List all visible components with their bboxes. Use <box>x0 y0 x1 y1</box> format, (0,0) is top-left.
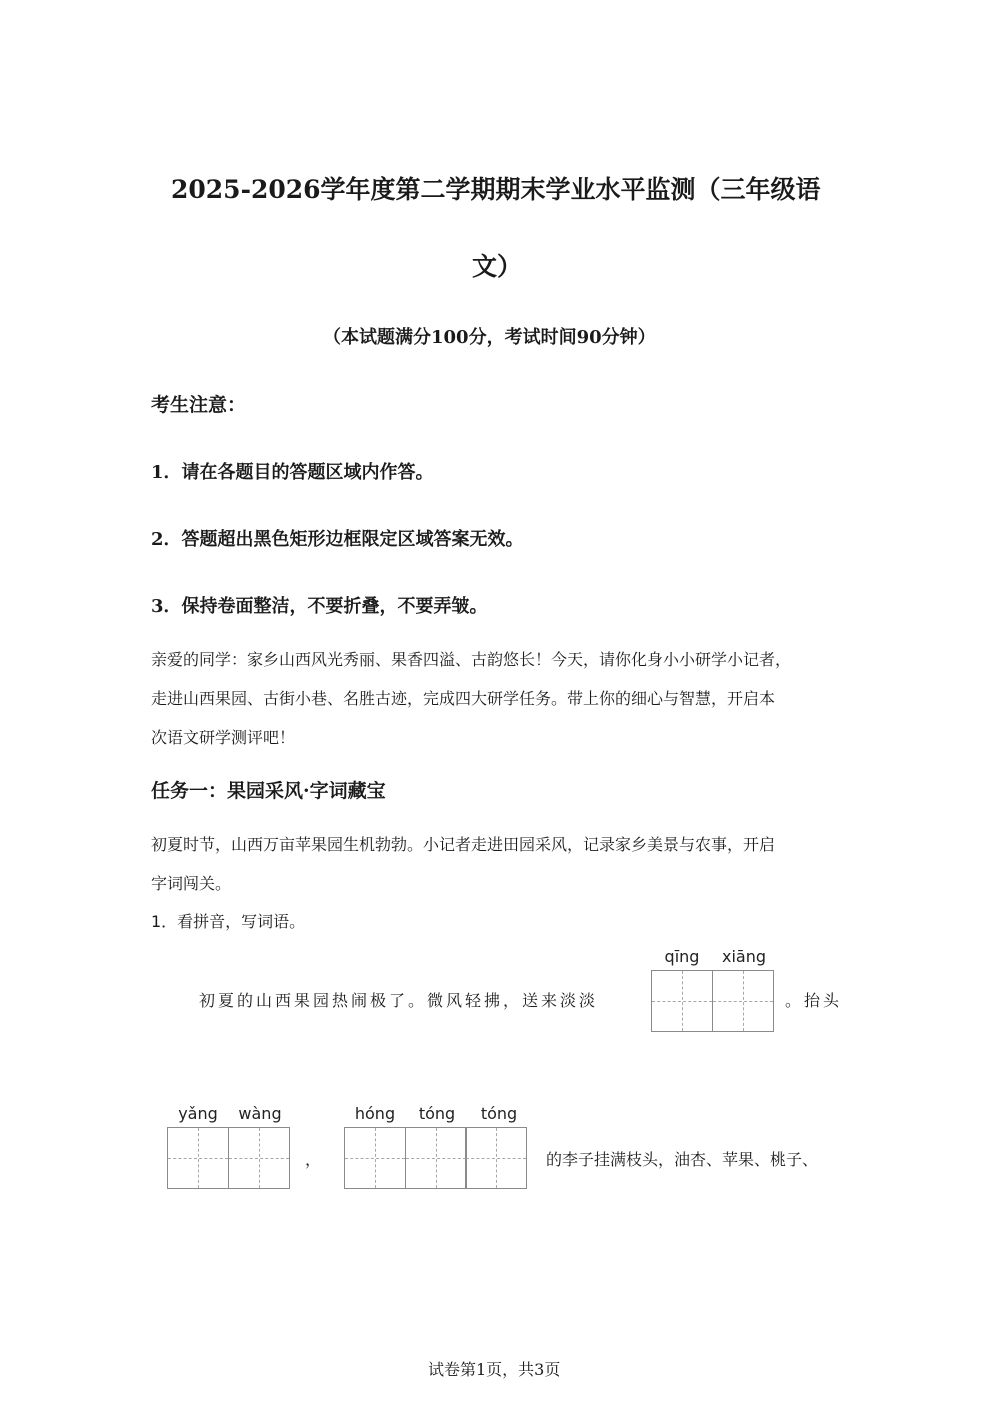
task1-heading: 任务一：果园采风·字词藏宝 <box>151 780 386 802</box>
pinyin-label: tóng <box>480 1104 518 1123</box>
notice-item: 3．保持卷面整洁，不要折叠，不要弄皱。 <box>151 596 488 617</box>
task1-desc-line: 字词闯关。 <box>151 874 232 893</box>
writing-box[interactable] <box>465 1127 527 1189</box>
intro-line: 亲爱的同学：家乡山西风光秀丽、果香四溢、古韵悠长！今天，请你化身小小研学小记者， <box>151 650 792 669</box>
notice-item: 2．答题超出黑色矩形边框限定区域答案无效。 <box>151 529 524 550</box>
intro-line: 走进山西果园、古街小巷、名胜古迹，完成四大研学任务。带上你的细心与智慧，开启本 <box>151 689 776 708</box>
writing-box[interactable] <box>651 970 713 1032</box>
intro-line: 次语文研学测评吧！ <box>151 728 296 747</box>
question-1: 1．看拼音，写词语。 <box>151 912 306 931</box>
sentence-part: 。抬头 <box>785 991 843 1010</box>
pinyin-label: wàng <box>238 1104 282 1123</box>
writing-box[interactable] <box>405 1127 467 1189</box>
pinyin-label: tóng <box>418 1104 456 1123</box>
sentence-part: 初夏的山西果园热闹极了。微风轻拂，送来淡淡 <box>199 991 599 1010</box>
task1-desc-line: 初夏时节，山西万亩苹果园生机勃勃。小记者走进田园采风，记录家乡美景与农事，开启 <box>151 835 776 854</box>
answer-grid-hongtongtong <box>344 1127 527 1189</box>
exam-title-line2: 文） <box>472 252 523 281</box>
pinyin-label: xiāng <box>721 947 766 966</box>
pinyin-label: hóng <box>354 1104 396 1123</box>
answer-grid-yangwang <box>167 1127 290 1189</box>
answer-grid-qingxiang <box>651 970 774 1032</box>
sentence-part: 的李子挂满枝头，油杏、苹果、桃子、 <box>546 1150 819 1169</box>
notice-heading: 考生注意： <box>151 394 247 416</box>
notice-item: 1．请在各题目的答题区域内作答。 <box>151 462 434 483</box>
writing-box[interactable] <box>344 1127 406 1189</box>
writing-box[interactable] <box>228 1127 290 1189</box>
page-footer: 试卷第1页，共3页 <box>428 1360 561 1379</box>
pinyin-label: yǎng <box>178 1104 218 1123</box>
writing-box[interactable] <box>167 1127 229 1189</box>
sentence-comma: ， <box>305 1150 325 1169</box>
writing-box[interactable] <box>712 970 774 1032</box>
pinyin-label: qīng <box>664 947 700 966</box>
exam-title-line1: 2025-2026学年度第二学期期末学业水平监测（三年级语 <box>171 175 821 204</box>
exam-subtitle: （本试题满分100分，考试时间90分钟） <box>323 327 656 348</box>
